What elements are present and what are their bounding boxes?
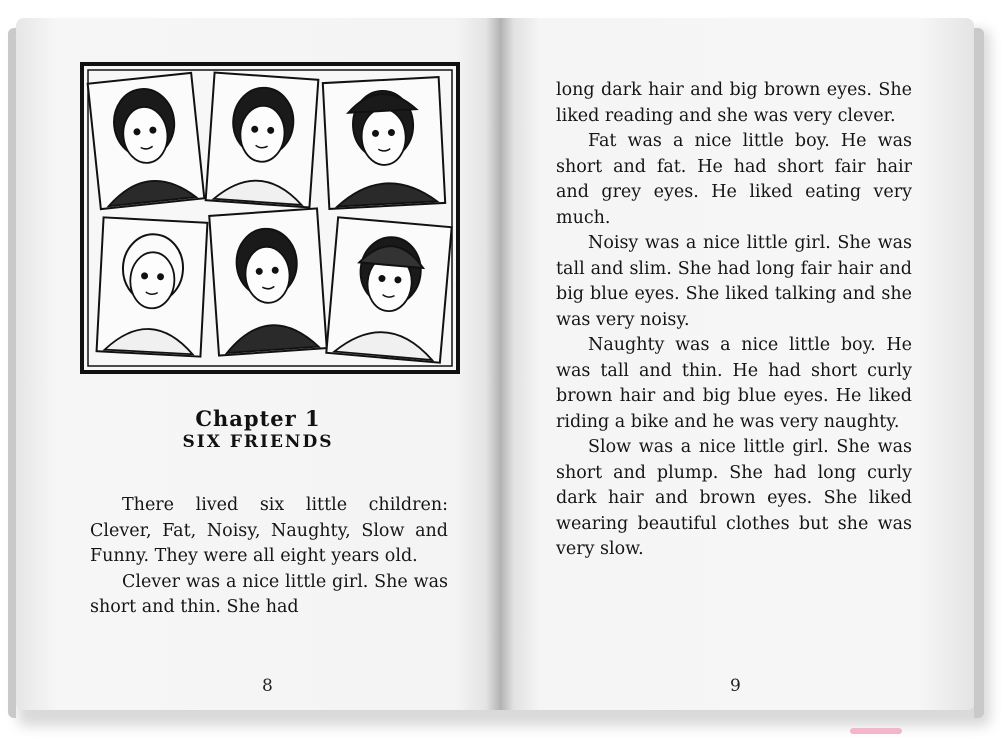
chapter-number: Chapter 1 — [195, 406, 321, 431]
paragraph: Clever was a nice little girl. She was short and thin. She had — [90, 571, 448, 617]
page-number-right: 9 — [730, 676, 741, 696]
chapter-title: SIX FRIENDS — [182, 432, 334, 452]
paragraph: There lived six little children: Clever, Fat, Noisy, Naughty, Slow and Funny. They were all eight years old. — [90, 495, 448, 566]
child-portrait — [206, 73, 319, 208]
left-page-edge — [8, 28, 16, 718]
child-portrait — [326, 217, 451, 362]
child-portrait — [323, 77, 445, 209]
right-page-text — [556, 78, 912, 563]
paragraph: Noisy was a nice little girl. She was tall and slim. She had long fair hair and big blue eyes. She liked talking and she was very noisy. — [556, 233, 912, 330]
left-page-text — [90, 493, 448, 621]
child-portrait — [209, 208, 327, 355]
paragraph: Slow was a nice little girl. She was short and plump. She had long curly dark hair and brown eyes. She liked wearing beautiful clothes but she was very slow. — [556, 437, 912, 559]
right-page-edge — [974, 28, 984, 718]
paragraph: Fat was a nice little boy. He was short and fat. He had short fair hair and grey eyes. He liked eating very much. — [556, 131, 912, 228]
child-portrait — [97, 217, 208, 356]
book-gutter — [486, 18, 514, 710]
open-book — [8, 18, 990, 724]
page-number-left: 8 — [262, 676, 273, 696]
six-children-illustration — [80, 62, 460, 374]
pink-tab-mark — [850, 728, 902, 734]
paragraph: Naughty was a nice little boy. He was tall and thin. He had short curly brown hair and big blue eyes. He liked riding a bike and he was very naughty. — [556, 335, 912, 432]
paragraph: long dark hair and big brown eyes. She liked reading and she was very clever. — [556, 80, 912, 126]
child-portrait — [88, 73, 205, 209]
